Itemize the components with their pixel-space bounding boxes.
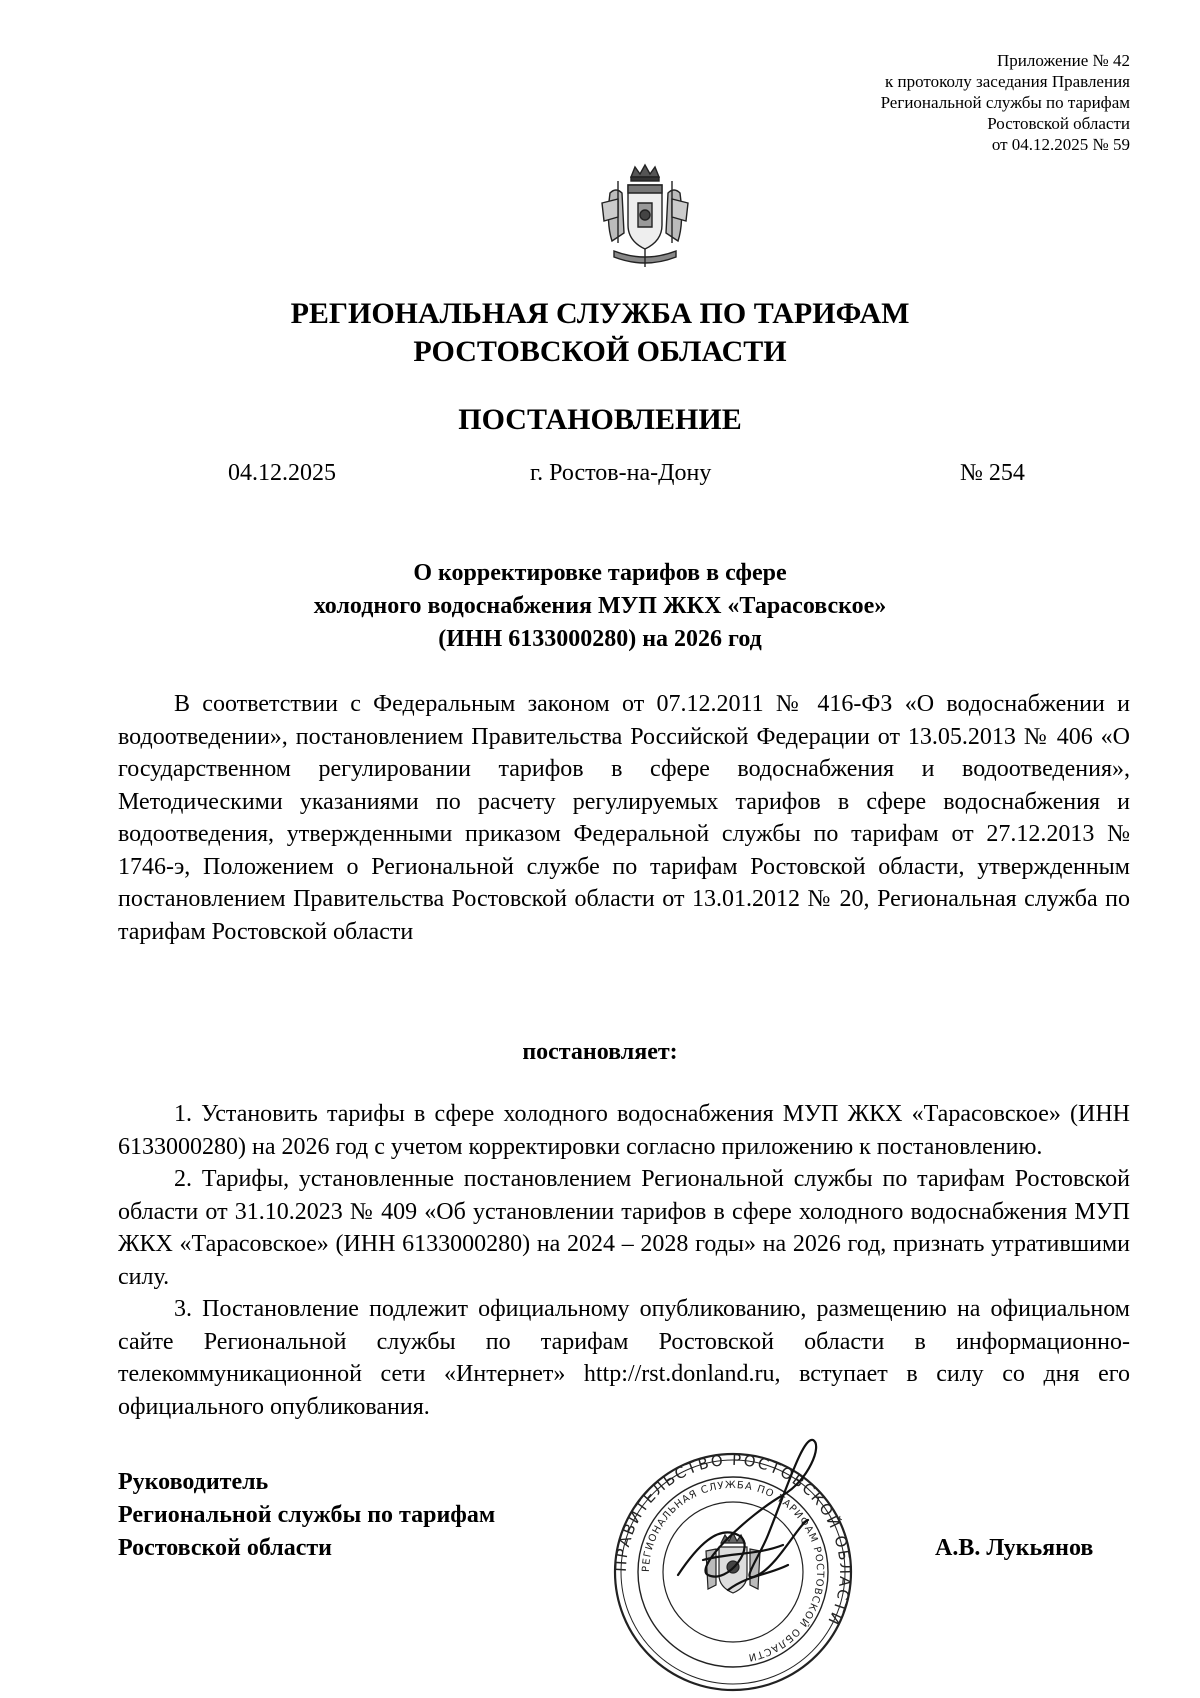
document-type: ПОСТАНОВЛЕНИЕ <box>458 403 742 436</box>
signatory-title-line-3: Ростовской области <box>118 1535 332 1561</box>
agency-name-line-1: РЕГИОНАЛЬНАЯ СЛУЖБА ПО ТАРИФАМ <box>290 297 910 330</box>
resolution-item-1: 1. Установить тарифы в сфере холодного водоснабжения МУП ЖКХ «Тарасовское» (ИНН 6133000280) на 2026 год с учетом корректировки согласно приложению к постановлению. <box>118 1101 1130 1160</box>
resolves-heading: постановляет: <box>522 1039 678 1065</box>
annex-line-3: Региональной службы по тарифам <box>880 93 1130 112</box>
signatory-title <box>118 1466 495 1565</box>
agency-name-line-2: РОСТОВСКОЙ ОБЛАСТИ <box>413 335 787 368</box>
seal-inner-text: РЕГИОНАЛЬНАЯ СЛУЖБА ПО ТАРИФАМ РОСТОВСКОЙ ОБЛАСТИ <box>640 1479 826 1663</box>
document-subject <box>0 557 1200 656</box>
resolution-items <box>118 1098 1130 1423</box>
preamble-paragraph: В соответствии с Федеральным законом от 07.12.2011 № 416-ФЗ «О водоснабжении и водоотведении», постановлением Правительства Российской Федерации от 13.05.2013 № 406 «О государственном регулировании тарифов в сфере водоснабжения и водоотведения», Методическими указаниями по расчету регулируемых тарифов в сфере водоснабжения и водоотведения, утвержденными приказом Федеральной службы по тарифам от 27.12.2013 № 1746-э, Положением о Региональной службе по тарифам Ростовской области, утвержденным постановлением Правительства Ростовской области от 13.01.2012 № 20, Региональная служба по тарифам Ростовской области <box>118 691 1130 945</box>
annex-line-1: Приложение № 42 <box>997 51 1130 70</box>
official-seal-icon <box>608 1425 858 1695</box>
subject-line-1: О корректировке тарифов в сфере <box>413 560 787 586</box>
resolution-item-2: 2. Тарифы, установленные постановлением Региональной службы по тарифам Ростовской области от 31.10.2023 № 409 «Об установлении тарифов в сфере холодного водоснабжения МУП ЖКХ «Тарасовское» (ИНН 6133000280) на 2024 – 2028 годы» на 2026 год, признать утратившими силу. <box>118 1166 1130 1290</box>
seal-emblem-icon <box>706 1533 760 1593</box>
subject-line-2: холодного водоснабжения МУП ЖКХ «Тарасовское» <box>313 593 887 619</box>
document-date: 04.12.2025 <box>228 460 336 486</box>
coat-of-arms-icon <box>598 163 692 271</box>
agency-name <box>0 295 1200 371</box>
document-city: г. Ростов-на-Дону <box>530 460 712 486</box>
annex-line-2: к протоколу заседания Правления <box>885 72 1130 91</box>
annex-reference <box>710 50 1130 155</box>
resolution-item-3: 3. Постановление подлежит официальному опубликованию, размещению на официальном сайте Региональной службы по тарифам Ростовской области в информационно-телекоммуникационной сети «Интернет» http://rst.donland.ru, вступает в силу со дня его официального опубликования. <box>118 1296 1130 1420</box>
document-number: № 254 <box>960 460 1025 486</box>
seal-outer-text: ПРАВИТЕЛЬСТВО РОСТОВСКОЙ ОБЛАСТИ <box>611 1450 855 1630</box>
annex-line-4: Ростовской области <box>987 114 1130 133</box>
annex-line-5: от 04.12.2025 № 59 <box>991 135 1130 154</box>
signatory-title-line-2: Региональной службы по тарифам <box>118 1502 496 1528</box>
subject-line-3: (ИНН 6133000280) на 2026 год <box>438 626 762 652</box>
signatory-title-line-1: Руководитель <box>118 1469 269 1495</box>
signatory-name: А.В. Лукьянов <box>935 1535 1094 1561</box>
